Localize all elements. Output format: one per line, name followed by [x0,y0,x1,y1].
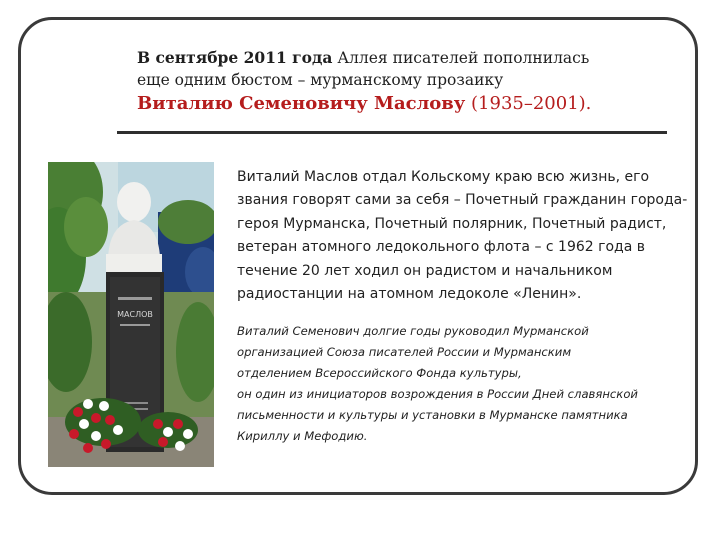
note-line: Виталий Семенович долгие годы руководил Мурманской [237,324,589,338]
biography-line: течение 20 лет ходил он радистом и начальником [237,262,613,279]
header-name-line [137,91,677,117]
monument-photo [48,162,214,467]
slide-header [137,47,677,117]
biography-line: героя Мурманска, Почетный полярник, Почетный радист, [237,215,667,232]
biography-line: Виталий Маслов отдал Кольскому краю всю жизнь, его [237,169,650,185]
header-bold-lead: В сентябре 2011 года [137,48,333,67]
header-divider [117,131,667,134]
note-line: письменности и культуры и установки в Мурманске памятника [237,408,628,422]
biography-text [237,166,699,306]
note-line: Кириллу и Мефодию. [237,429,368,443]
header-line-1-rest: Аллея писателей пополнилась [332,49,590,67]
monument-photo-illustration [48,162,214,467]
header-line-1 [137,47,677,69]
header-line-2: еще одним бюстом – мурманскому прозаику [137,71,504,89]
biography-line: звания говорят сами за себя – Почетный гражданин города- [237,192,688,209]
italic-note [237,321,699,447]
biography-line: радиостанции на атомном ледоколе «Ленин». [237,286,582,303]
biography-line: ветеран атомного ледокольного флота – с 1962 года в [237,239,645,256]
note-line: отделением Всероссийского Фонда культуры, [237,366,522,380]
plaque-name: МАСЛОВ [117,310,153,319]
note-line: он один из инициаторов возрождения в России Дней славянской [237,387,638,401]
writer-years: (1935–2001). [465,93,592,114]
note-line: организацией Союза писателей России и Мурманским [237,345,572,359]
writer-name: Виталию Семеновичу Маслову [137,93,466,114]
